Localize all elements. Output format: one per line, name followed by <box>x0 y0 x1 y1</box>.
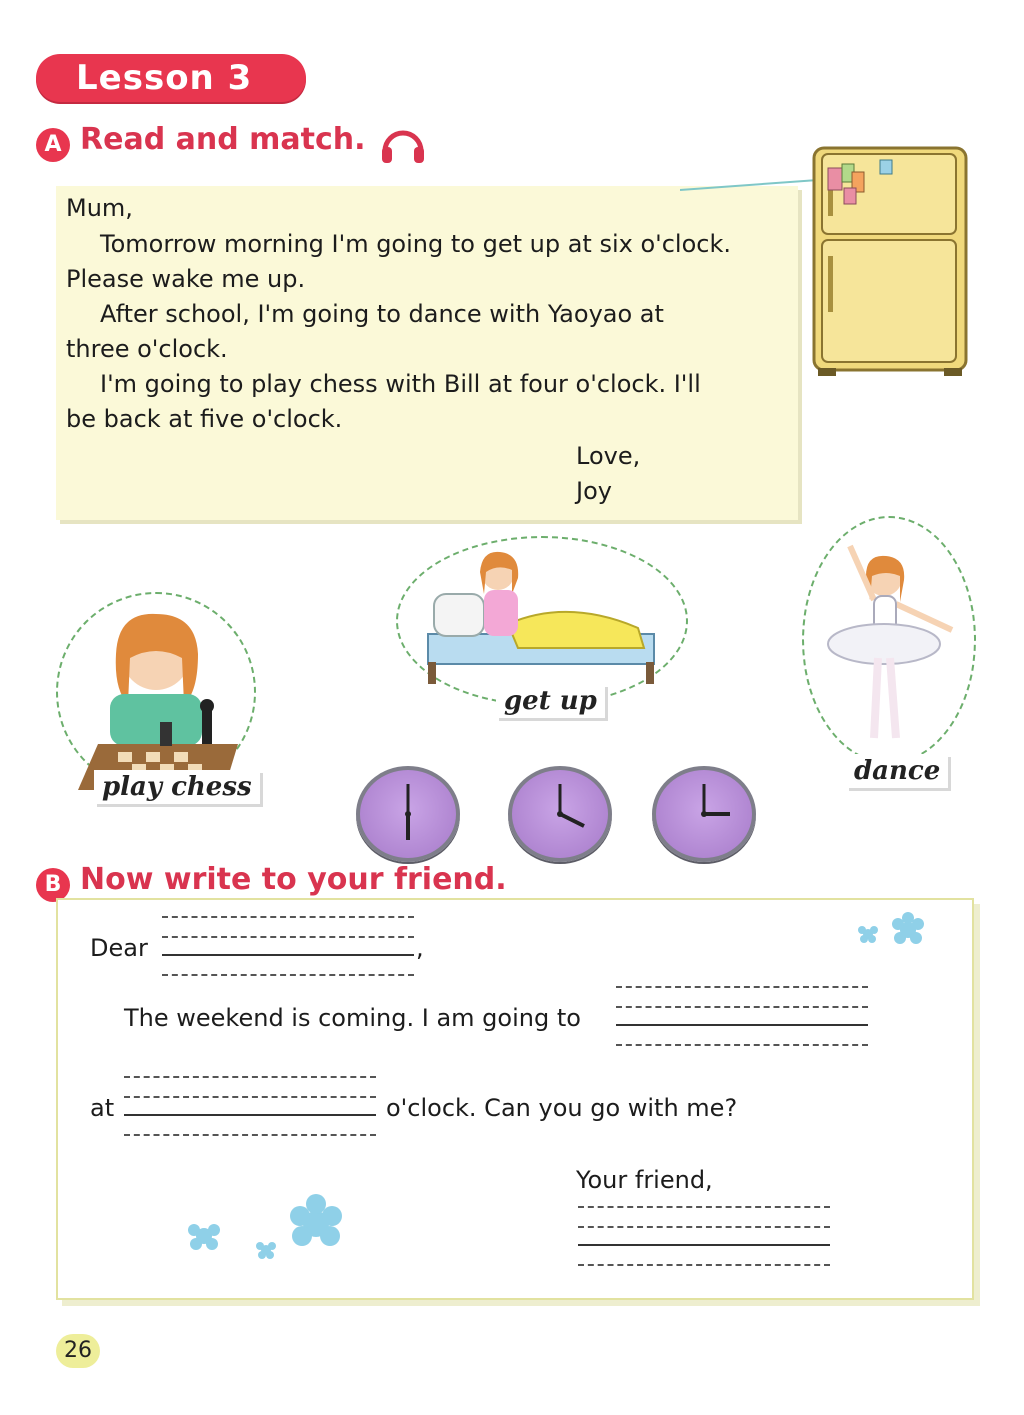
clock-1-hands <box>360 770 456 858</box>
activity-guide-mid <box>616 1006 868 1008</box>
section-a-title: Read and match. <box>80 122 366 157</box>
label-play-chess: play chess <box>94 770 260 804</box>
dear-guide-top <box>162 916 414 918</box>
lesson-title-pill <box>36 54 306 102</box>
note-line-6: be back at five o'clock. <box>66 405 343 433</box>
clock-1[interactable] <box>356 766 460 862</box>
note-line-3: After school, I'm going to dance with Yaoyao at <box>100 300 664 328</box>
note-signature: Joy <box>576 477 612 505</box>
section-a-header <box>36 122 427 165</box>
name-guide-top <box>578 1206 830 1208</box>
time-write-line[interactable] <box>124 1114 376 1116</box>
flower-decoration-bottom <box>176 1190 366 1270</box>
note-box <box>56 186 798 520</box>
play-chess-frame[interactable] <box>56 592 256 792</box>
connector-line <box>680 176 820 196</box>
page-number: 26 <box>56 1334 100 1368</box>
clock-2[interactable] <box>508 766 612 862</box>
note-closing: Love, <box>576 442 641 470</box>
dear-guide-mid <box>162 936 414 938</box>
name-guide-bottom <box>578 1264 830 1266</box>
clock-3-hands <box>656 770 752 858</box>
letter-at: at <box>90 1094 115 1122</box>
dear-write-line[interactable] <box>162 954 414 956</box>
name-guide-mid <box>578 1226 830 1228</box>
clock-3[interactable] <box>652 766 756 862</box>
headphones-icon[interactable] <box>379 125 427 165</box>
dance-frame[interactable] <box>802 516 976 764</box>
time-guide-bottom <box>124 1134 376 1136</box>
note-greeting: Mum, <box>66 194 133 222</box>
letter-body-1: The weekend is coming. I am going to <box>124 1004 581 1032</box>
letter-dear: Dear <box>90 934 148 962</box>
letter-comma: , <box>416 934 424 962</box>
play-chess-illustration <box>58 594 254 790</box>
letter-box <box>56 898 974 1300</box>
section-a-badge: A <box>36 128 70 162</box>
label-dance: dance <box>846 754 948 788</box>
get-up-frame[interactable] <box>396 536 688 706</box>
letter-body-2: o'clock. Can you go with me? <box>386 1094 738 1122</box>
note-line-4: three o'clock. <box>66 335 228 363</box>
lesson-title: Lesson 3 <box>76 58 253 98</box>
section-b-title: Now write to your friend. <box>80 862 507 897</box>
clock-2-hands <box>512 770 608 858</box>
flower-decoration-top <box>848 908 938 952</box>
activity-guide-top <box>616 986 868 988</box>
activity-write-line[interactable] <box>616 1024 868 1026</box>
note-line-5: I'm going to play chess with Bill at four o'clock. I'll <box>100 370 701 398</box>
section-b-badge: B <box>36 868 70 902</box>
letter-closing: Your friend, <box>576 1166 713 1194</box>
dear-guide-bottom <box>162 974 414 976</box>
label-get-up: get up <box>496 684 605 718</box>
name-write-line[interactable] <box>578 1244 830 1246</box>
fridge-illustration <box>808 140 978 380</box>
time-guide-top <box>124 1076 376 1078</box>
note-line-1: Tomorrow morning I'm going to get up at six o'clock. <box>100 230 731 258</box>
section-b-header <box>36 862 507 902</box>
dance-illustration <box>804 518 974 762</box>
get-up-illustration <box>398 538 686 704</box>
time-guide-mid <box>124 1096 376 1098</box>
activity-guide-bottom <box>616 1044 868 1046</box>
note-line-2: Please wake me up. <box>66 265 306 293</box>
